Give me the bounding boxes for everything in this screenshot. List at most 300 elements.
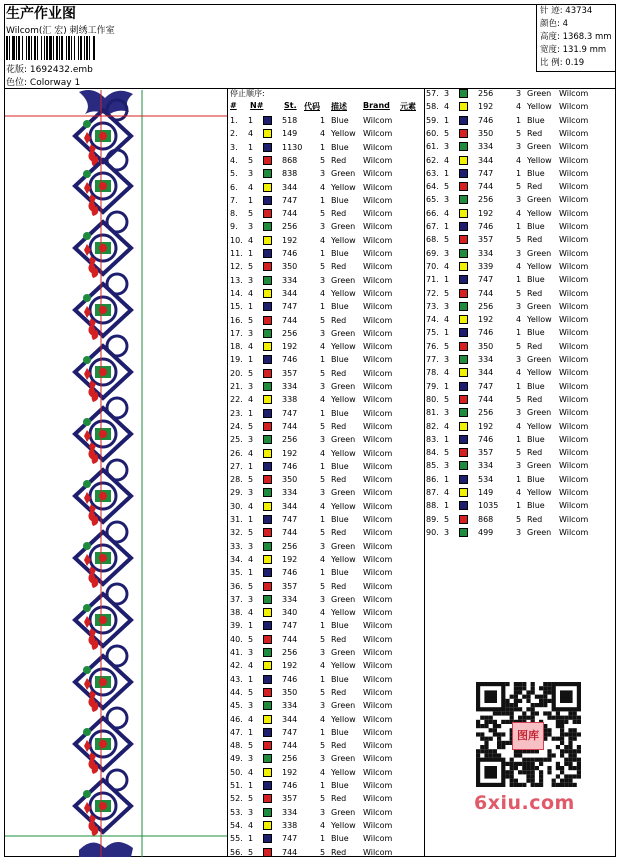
stop-stitches: 192 <box>282 554 298 564</box>
stop-brand: Wilcom <box>559 408 589 418</box>
color-swatch <box>263 143 272 152</box>
stop-code: 4 <box>320 129 326 139</box>
stop-brand: Wilcom <box>363 515 393 524</box>
stop-brand: Wilcom <box>363 687 393 697</box>
stop-needle: 5 <box>248 475 254 485</box>
color-swatch <box>459 488 468 497</box>
qr-module <box>480 732 484 736</box>
stop-stitches: 192 <box>478 421 494 431</box>
stop-needle: 5 <box>444 448 450 458</box>
stop-needle: 5 <box>444 288 450 298</box>
qr-module <box>539 774 543 778</box>
stop-stitches: 746 <box>478 222 494 231</box>
stop-stitches: 334 <box>478 355 494 364</box>
stop-description: Green <box>527 301 552 311</box>
qr-module <box>564 774 568 778</box>
stop-index: 13. <box>230 275 243 285</box>
color-swatch <box>263 222 272 231</box>
stop-description: Green <box>331 594 356 604</box>
stop-brand: Wilcom <box>363 621 393 631</box>
qr-module <box>543 711 547 715</box>
stop-code: 5 <box>320 155 326 165</box>
qr-module <box>518 686 522 690</box>
stop-needle: 4 <box>248 342 254 352</box>
stop-needle: 3 <box>444 195 450 205</box>
stop-brand: Wilcom <box>363 169 393 179</box>
stop-code: 5 <box>320 528 326 538</box>
stop-needle: 3 <box>444 408 450 418</box>
stop-index: 33. <box>230 541 243 551</box>
stop-needle: 4 <box>248 608 254 618</box>
stop-brand: Wilcom <box>559 222 589 231</box>
qr-module <box>568 732 572 736</box>
stop-stitches: 747 <box>282 727 298 737</box>
qr-module <box>476 724 480 728</box>
stop-description: Red <box>527 514 543 524</box>
stop-needle: 4 <box>248 182 254 192</box>
stop-code: 1 <box>516 328 522 338</box>
qr-module <box>560 728 564 732</box>
qr-module <box>493 720 497 724</box>
barcode-bar <box>95 36 96 60</box>
stop-index: 4. <box>230 155 238 165</box>
stop-brand: Wilcom <box>559 208 589 218</box>
stop-index: 45. <box>230 701 243 711</box>
stop-needle: 4 <box>248 448 254 458</box>
stop-index: 65. <box>426 195 439 205</box>
qr-module <box>510 695 514 699</box>
stop-code: 4 <box>516 261 522 271</box>
stop-description: Red <box>331 634 347 644</box>
stop-description: Red <box>331 847 347 857</box>
stop-index: 1. <box>230 116 238 125</box>
stop-code: 4 <box>320 235 326 245</box>
stop-code: 3 <box>516 248 522 258</box>
colorway-label: 色位: <box>6 78 28 88</box>
stop-description: Blue <box>331 408 349 418</box>
qr-module <box>539 770 543 774</box>
qr-module <box>552 753 556 757</box>
stop-stitches: 340 <box>282 608 298 618</box>
stop-description: Green <box>331 222 356 232</box>
stop-index: 23. <box>230 408 243 418</box>
stop-description: Yellow <box>527 261 552 271</box>
qr-module <box>522 783 526 787</box>
stop-brand: Wilcom <box>363 302 393 312</box>
stop-needle: 3 <box>444 527 450 537</box>
stop-brand: Wilcom <box>559 235 589 245</box>
qr-module <box>531 682 535 686</box>
stop-brand: Wilcom <box>559 434 589 444</box>
qr-module <box>560 720 564 724</box>
stop-code: 4 <box>320 448 326 458</box>
color-swatch <box>263 781 272 790</box>
stop-description: Yellow <box>527 102 552 112</box>
stop-needle: 5 <box>444 128 450 138</box>
qr-module <box>526 770 530 774</box>
stop-code: 1 <box>516 501 522 511</box>
stop-code: 3 <box>320 275 326 285</box>
stop-description: Green <box>527 527 552 537</box>
stop-brand: Wilcom <box>559 381 589 391</box>
stop-index: 11. <box>230 249 243 258</box>
color-swatch <box>263 821 272 830</box>
stop-index: 17. <box>230 328 243 338</box>
qr-module <box>476 753 480 757</box>
color-swatch <box>263 475 272 484</box>
stop-stitches: 256 <box>478 89 494 98</box>
stop-stitches: 747 <box>282 515 298 524</box>
stop-index: 40. <box>230 634 243 644</box>
stop-code: 5 <box>320 315 326 325</box>
stop-index: 60. <box>426 128 439 138</box>
stop-stitches: 838 <box>282 169 298 179</box>
qr-module <box>556 724 560 728</box>
qr-module <box>573 783 577 787</box>
stop-stitches: 192 <box>282 767 298 777</box>
stop-description: Blue <box>527 328 545 338</box>
stop-code: 1 <box>516 222 522 231</box>
color-swatch <box>263 608 272 617</box>
stop-description: Blue <box>331 781 349 790</box>
stop-stitches: 357 <box>282 368 298 378</box>
qr-module <box>514 682 518 686</box>
stop-index: 30. <box>230 501 243 511</box>
color-swatch <box>459 235 468 244</box>
stop-index: 37. <box>230 594 243 604</box>
qr-module <box>568 741 572 745</box>
stop-description: Green <box>527 195 552 205</box>
stop-stitches: 744 <box>282 315 298 325</box>
color-swatch <box>263 648 272 657</box>
stop-index: 46. <box>230 714 243 724</box>
stop-index: 16. <box>230 315 243 325</box>
stop-stitches: 746 <box>282 461 298 471</box>
stop-code: 1 <box>320 355 326 365</box>
qr-stamp: 图库 <box>512 722 544 750</box>
stop-description: Green <box>527 355 552 364</box>
stop-code: 3 <box>320 328 326 338</box>
stop-stitches: 744 <box>282 421 298 431</box>
qr-module <box>564 758 568 762</box>
stop-code: 3 <box>320 754 326 764</box>
stop-brand: Wilcom <box>363 129 393 139</box>
qr-module <box>573 728 577 732</box>
qr-module <box>505 770 509 774</box>
stop-brand: Wilcom <box>363 222 393 232</box>
stop-needle: 1 <box>444 434 450 444</box>
color-swatch <box>459 515 468 524</box>
stop-description: Green <box>331 648 356 657</box>
stop-index: 53. <box>230 807 243 817</box>
qr-module <box>493 724 497 728</box>
qr-module <box>577 766 581 770</box>
stop-stitches: 192 <box>282 448 298 458</box>
stop-brand: Wilcom <box>559 527 589 537</box>
stop-brand: Wilcom <box>363 328 393 338</box>
qr-module <box>568 749 572 753</box>
qr-module <box>560 749 564 753</box>
stop-brand: Wilcom <box>363 195 393 205</box>
qr-module <box>501 711 505 715</box>
stop-stitches: 357 <box>478 448 494 458</box>
qr-module <box>505 762 509 766</box>
color-swatch <box>459 342 468 351</box>
qr-module <box>568 716 572 720</box>
stop-needle: 4 <box>444 208 450 218</box>
stop-index: 69. <box>426 248 439 258</box>
stop-code: 4 <box>320 608 326 618</box>
stop-code: 1 <box>320 116 326 125</box>
qr-module <box>556 745 560 749</box>
stop-description: Red <box>331 794 347 804</box>
qr-module <box>568 753 572 757</box>
qr-module <box>547 699 551 703</box>
color-swatch <box>459 395 468 404</box>
stop-brand: Wilcom <box>363 475 393 485</box>
stop-description: Blue <box>331 461 349 471</box>
stop-index: 29. <box>230 488 243 498</box>
stop-code: 3 <box>320 222 326 232</box>
stop-brand: Wilcom <box>363 834 393 844</box>
stop-stitches: 744 <box>478 288 494 298</box>
stop-description: Green <box>527 142 552 152</box>
qr-finder <box>484 690 497 703</box>
stop-code: 1 <box>320 621 326 631</box>
qr-module <box>547 766 551 770</box>
stop-description: Green <box>331 275 356 285</box>
color-swatch <box>263 169 272 178</box>
stop-brand: Wilcom <box>363 421 393 431</box>
stop-index: 70. <box>426 261 439 271</box>
color-swatch <box>263 794 272 803</box>
header-divider <box>4 88 616 89</box>
qr-module <box>539 758 543 762</box>
stop-stitches: 256 <box>282 541 298 551</box>
stop-stitches: 149 <box>282 129 298 139</box>
stop-stitches: 747 <box>478 381 494 391</box>
stop-code: 4 <box>516 155 522 165</box>
stop-needle: 3 <box>248 222 254 232</box>
color-swatch <box>263 555 272 564</box>
stop-code: 3 <box>320 435 326 445</box>
stop-stitches: 192 <box>478 102 494 112</box>
stop-brand: Wilcom <box>559 315 589 325</box>
stop-index: 56. <box>230 847 243 857</box>
qr-module <box>564 762 568 766</box>
stop-index: 35. <box>230 568 243 578</box>
stop-needle: 4 <box>248 820 254 830</box>
stop-stitches: 518 <box>282 116 298 125</box>
stop-description: Red <box>331 581 347 591</box>
qr-module <box>552 779 556 783</box>
qr-module <box>484 749 488 753</box>
qr-module <box>531 703 535 707</box>
stop-index: 31. <box>230 515 243 524</box>
stop-code: 4 <box>320 661 326 671</box>
qr-module <box>480 716 484 720</box>
stop-stitches: 339 <box>478 261 494 271</box>
qr-module <box>476 749 480 753</box>
stop-brand: Wilcom <box>363 554 393 564</box>
stop-index: 14. <box>230 288 243 298</box>
stop-description: Blue <box>527 434 545 444</box>
stop-index: 25. <box>230 435 243 445</box>
qr-module <box>547 711 551 715</box>
stop-stitches: 747 <box>282 302 298 312</box>
qr-module <box>510 703 514 707</box>
stop-needle: 4 <box>248 767 254 777</box>
stop-code: 3 <box>320 701 326 711</box>
stop-index: 71. <box>426 275 439 285</box>
stop-description: Yellow <box>331 395 356 405</box>
color-swatch <box>263 289 272 298</box>
qr-module <box>573 758 577 762</box>
stop-description: Yellow <box>331 554 356 564</box>
stop-stitches: 256 <box>282 222 298 232</box>
stop-code: 1 <box>320 515 326 524</box>
qr-module <box>539 703 543 707</box>
stat-scale: 比 例: 0.19 <box>540 58 585 68</box>
color-swatch <box>459 249 468 258</box>
stop-index: 84. <box>426 448 439 458</box>
stop-description: Yellow <box>527 315 552 325</box>
color-swatch <box>263 395 272 404</box>
qr-module <box>556 737 560 741</box>
qr-module <box>510 779 514 783</box>
stop-code: 3 <box>516 89 522 98</box>
stop-needle: 4 <box>444 488 450 497</box>
embroidery-pattern <box>5 90 227 857</box>
qr-module <box>539 699 543 703</box>
qr-module <box>510 783 514 787</box>
color-swatch <box>459 355 468 364</box>
stop-index: 20. <box>230 368 243 378</box>
qr-module <box>556 766 560 770</box>
stop-description: Red <box>527 448 543 458</box>
stop-description: Blue <box>331 195 349 205</box>
stop-sequence-heading: 停止顺序: <box>230 89 265 98</box>
stop-needle: 1 <box>248 515 254 524</box>
stop-description: Red <box>331 475 347 485</box>
color-swatch <box>263 342 272 351</box>
stop-needle: 5 <box>444 341 450 351</box>
qr-module <box>514 762 518 766</box>
stop-needle: 3 <box>248 382 254 391</box>
color-swatch <box>459 448 468 457</box>
qr-module <box>573 753 577 757</box>
stop-index: 8. <box>230 209 238 219</box>
stop-brand: Wilcom <box>363 209 393 219</box>
file-label: 花版: <box>6 65 28 75</box>
qr-module <box>531 690 535 694</box>
color-swatch <box>263 209 272 218</box>
stop-description: Yellow <box>331 714 356 724</box>
stop-needle: 1 <box>444 328 450 338</box>
stop-description: Green <box>527 408 552 418</box>
qr-module <box>531 758 535 762</box>
stop-index: 28. <box>230 475 243 485</box>
stop-brand: Wilcom <box>363 701 393 711</box>
stop-stitches: 746 <box>478 115 494 125</box>
qr-module <box>505 707 509 711</box>
stop-needle: 4 <box>248 395 254 405</box>
stop-code: 1 <box>516 434 522 444</box>
stop-brand: Wilcom <box>559 421 589 431</box>
qr-module <box>522 686 526 690</box>
stop-description: Blue <box>331 355 349 365</box>
stop-description: Green <box>331 382 356 391</box>
qr-module <box>484 753 488 757</box>
stop-code: 1 <box>516 168 522 178</box>
qr-module <box>505 703 509 707</box>
stop-needle: 4 <box>248 714 254 724</box>
stop-stitches: 350 <box>282 687 298 697</box>
qr-module <box>518 762 522 766</box>
stop-code: 1 <box>320 461 326 471</box>
stop-code: 3 <box>516 527 522 537</box>
stop-brand: Wilcom <box>363 767 393 777</box>
qr-module <box>564 779 568 783</box>
color-swatch <box>459 302 468 311</box>
stop-description: Red <box>331 368 347 378</box>
stop-needle: 3 <box>444 461 450 471</box>
qr-module <box>518 690 522 694</box>
stop-description: Blue <box>331 142 349 152</box>
color-swatch <box>459 528 468 537</box>
stop-index: 82. <box>426 421 439 431</box>
stop-brand: Wilcom <box>363 408 393 418</box>
stop-code: 3 <box>320 488 326 498</box>
qr-module <box>531 770 535 774</box>
stop-brand: Wilcom <box>559 248 589 258</box>
stop-index: 80. <box>426 394 439 404</box>
stop-brand: Wilcom <box>559 394 589 404</box>
stop-index: 48. <box>230 741 243 751</box>
qr-module <box>489 749 493 753</box>
qr-module <box>510 766 514 770</box>
qr-module <box>518 707 522 711</box>
color-swatch <box>263 302 272 311</box>
stop-needle: 3 <box>248 275 254 285</box>
qr-module <box>526 716 530 720</box>
stop-code: 5 <box>320 421 326 431</box>
color-swatch <box>263 568 272 577</box>
stop-code: 4 <box>320 820 326 830</box>
stop-code: 3 <box>320 648 326 657</box>
stop-description: Yellow <box>527 368 552 378</box>
qr-module <box>573 737 577 741</box>
qr-module <box>568 783 572 787</box>
stop-code: 3 <box>320 382 326 391</box>
qr-module <box>531 779 535 783</box>
stop-index: 18. <box>230 342 243 352</box>
qr-module <box>543 690 547 694</box>
qr-module <box>543 695 547 699</box>
stop-brand: Wilcom <box>363 754 393 764</box>
stop-code: 4 <box>516 102 522 112</box>
stop-code: 5 <box>320 741 326 751</box>
qr-module <box>514 690 518 694</box>
stop-code: 5 <box>320 368 326 378</box>
qr-module <box>547 753 551 757</box>
stop-description: Blue <box>331 674 349 684</box>
qr-module <box>568 762 572 766</box>
col-element: 元素 <box>400 102 416 111</box>
stop-index: 22. <box>230 395 243 405</box>
stop-brand: Wilcom <box>363 382 393 391</box>
stop-stitches: 192 <box>478 315 494 325</box>
